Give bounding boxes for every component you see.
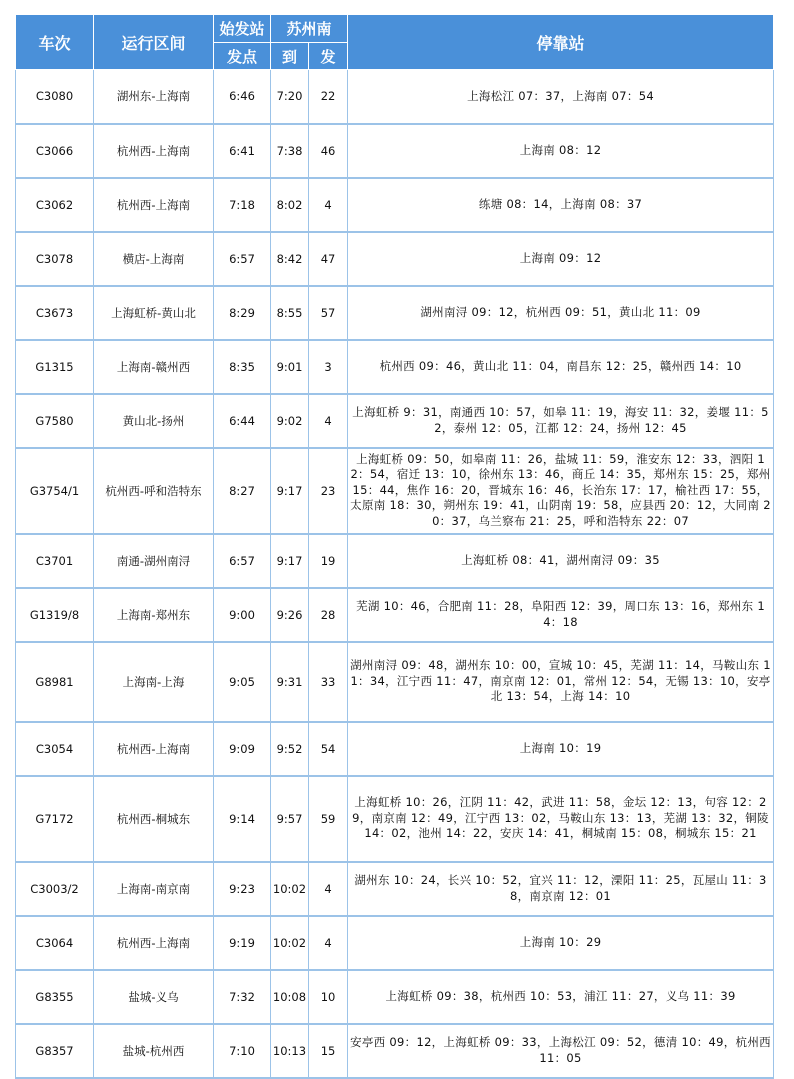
- header-origin-bottom: 发点: [214, 43, 271, 70]
- cell-depart-minute: 47: [309, 232, 348, 286]
- cell-arrive-time: 9:57: [271, 776, 309, 862]
- cell-arrive-time: 7:38: [271, 124, 309, 178]
- cell-arrive-time: 10:13: [271, 1024, 309, 1078]
- cell-depart-minute: 4: [309, 178, 348, 232]
- cell-stops: 杭州西 09：46，黄山北 11：04，南昌东 12：25，赣州西 14：10: [348, 340, 774, 394]
- table-row: [16, 642, 774, 722]
- cell-route: 上海南-郑州东: [94, 588, 214, 642]
- cell-route: 湖州东-上海南: [94, 70, 214, 124]
- table-row: [16, 448, 774, 534]
- cell-origin-time: 8:35: [214, 340, 271, 394]
- cell-stops: 安亭西 09：12，上海虹桥 09：33，上海松江 09：52，德清 10：49，杭州西 11：05: [348, 1024, 774, 1078]
- cell-origin-time: 6:57: [214, 232, 271, 286]
- header-arrive: 到: [271, 43, 309, 70]
- cell-arrive-time: 10:08: [271, 970, 309, 1024]
- cell-stops: 上海虹桥 08：41，湖州南浔 09：35: [348, 534, 774, 588]
- cell-depart-minute: 59: [309, 776, 348, 862]
- cell-origin-time: 6:44: [214, 394, 271, 448]
- cell-train: G8355: [16, 970, 94, 1024]
- cell-stops: 芜湖 10：46，合肥南 11：28，阜阳西 12：39，周口东 13：16，郑州东 14：18: [348, 588, 774, 642]
- cell-origin-time: 6:57: [214, 534, 271, 588]
- table-row: [16, 588, 774, 642]
- cell-train: C3054: [16, 722, 94, 776]
- cell-arrive-time: 10:02: [271, 862, 309, 916]
- cell-train: C3003/2: [16, 862, 94, 916]
- cell-route: 盐城-义乌: [94, 970, 214, 1024]
- cell-arrive-time: 9:17: [271, 534, 309, 588]
- cell-route: 杭州西-上海南: [94, 178, 214, 232]
- cell-train: G3754/1: [16, 448, 94, 534]
- cell-train: C3078: [16, 232, 94, 286]
- cell-train: C3064: [16, 916, 94, 970]
- cell-arrive-time: 7:20: [271, 70, 309, 124]
- cell-train: G1319/8: [16, 588, 94, 642]
- cell-origin-time: 8:27: [214, 448, 271, 534]
- table-row: [16, 534, 774, 588]
- cell-depart-minute: 4: [309, 916, 348, 970]
- cell-stops: 湖州东 10：24，长兴 10：52，宜兴 11：12，溧阳 11：25，瓦屋山 11：38，南京南 12：01: [348, 862, 774, 916]
- cell-train: G1315: [16, 340, 94, 394]
- cell-depart-minute: 4: [309, 862, 348, 916]
- cell-arrive-time: 10:02: [271, 916, 309, 970]
- cell-arrive-time: 9:01: [271, 340, 309, 394]
- cell-stops: 上海松江 07：37，上海南 07：54: [348, 70, 774, 124]
- cell-depart-minute: 19: [309, 534, 348, 588]
- cell-stops: 上海虹桥 10：26，江阴 11：42，武进 11：58，金坛 12：13，句容 12：29，南京南 12：49，江宁西 13：02，马鞍山东 13：13，芜湖 13：32，铜陵 14：02，池州 14：22，安庆 14：41，桐城南 15：08，桐城东 15：21: [348, 776, 774, 862]
- cell-origin-time: 9:00: [214, 588, 271, 642]
- cell-origin-time: 7:18: [214, 178, 271, 232]
- cell-arrive-time: 8:42: [271, 232, 309, 286]
- cell-train: G7580: [16, 394, 94, 448]
- cell-route: 南通-湖州南浔: [94, 534, 214, 588]
- cell-arrive-time: 8:55: [271, 286, 309, 340]
- cell-train: C3080: [16, 70, 94, 124]
- header-train: 车次: [16, 15, 94, 70]
- cell-arrive-time: 9:02: [271, 394, 309, 448]
- cell-origin-time: 6:41: [214, 124, 271, 178]
- header-origin-top: 始发站: [214, 15, 271, 43]
- cell-stops: 上海虹桥 09：38，杭州西 10：53，浦江 11：27，义乌 11：39: [348, 970, 774, 1024]
- cell-origin-time: 9:09: [214, 722, 271, 776]
- cell-route: 上海虹桥-黄山北: [94, 286, 214, 340]
- cell-origin-time: 7:32: [214, 970, 271, 1024]
- cell-route: 杭州西-上海南: [94, 124, 214, 178]
- cell-origin-time: 9:05: [214, 642, 271, 722]
- cell-depart-minute: 23: [309, 448, 348, 534]
- cell-train: G8981: [16, 642, 94, 722]
- cell-origin-time: 9:14: [214, 776, 271, 862]
- cell-arrive-time: 9:52: [271, 722, 309, 776]
- header-stops: 停靠站: [348, 15, 774, 70]
- cell-depart-minute: 46: [309, 124, 348, 178]
- cell-train: C3066: [16, 124, 94, 178]
- cell-origin-time: 6:46: [214, 70, 271, 124]
- cell-route: 杭州西-呼和浩特东: [94, 448, 214, 534]
- train-schedule-table: [15, 14, 774, 1079]
- cell-train: C3062: [16, 178, 94, 232]
- cell-route: 杭州西-桐城东: [94, 776, 214, 862]
- cell-route: 杭州西-上海南: [94, 722, 214, 776]
- table-row: [16, 340, 774, 394]
- cell-train: C3701: [16, 534, 94, 588]
- table-row: [16, 722, 774, 776]
- cell-depart-minute: 22: [309, 70, 348, 124]
- cell-arrive-time: 9:31: [271, 642, 309, 722]
- cell-route: 杭州西-上海南: [94, 916, 214, 970]
- cell-train: G8357: [16, 1024, 94, 1078]
- cell-route: 黄山北-扬州: [94, 394, 214, 448]
- table-row: [16, 970, 774, 1024]
- cell-depart-minute: 10: [309, 970, 348, 1024]
- cell-depart-minute: 4: [309, 394, 348, 448]
- cell-depart-minute: 57: [309, 286, 348, 340]
- cell-train: G7172: [16, 776, 94, 862]
- header-suzhou-south: 苏州南: [271, 15, 348, 43]
- cell-stops: 上海虹桥 09：50，如皋南 11：26，盐城 11：59，淮安东 12：33，泗阳 12：54，宿迁 13：10，徐州东 13：46，商丘 14：35，郑州东 15：25，郑州 15：44，焦作 16：20，晋城东 16：46，长治东 17：17，榆社西 17：55，太原南 18：30，朔州东 19：41，山阴南 19：58，应县西 20：12，大同南 20：37，乌兰察布 21：25，呼和浩特东 22：07: [348, 448, 774, 534]
- cell-arrive-time: 9:26: [271, 588, 309, 642]
- table-row: [16, 862, 774, 916]
- cell-arrive-time: 9:17: [271, 448, 309, 534]
- cell-origin-time: 9:23: [214, 862, 271, 916]
- cell-route: 横店-上海南: [94, 232, 214, 286]
- cell-depart-minute: 33: [309, 642, 348, 722]
- table-row: [16, 394, 774, 448]
- cell-depart-minute: 3: [309, 340, 348, 394]
- table-row: [16, 776, 774, 862]
- cell-stops: 上海南 09：12: [348, 232, 774, 286]
- cell-origin-time: 9:19: [214, 916, 271, 970]
- cell-stops: 上海南 08：12: [348, 124, 774, 178]
- cell-train: C3673: [16, 286, 94, 340]
- cell-stops: 上海南 10：19: [348, 722, 774, 776]
- cell-stops: 练塘 08：14，上海南 08：37: [348, 178, 774, 232]
- cell-stops: 上海南 10：29: [348, 916, 774, 970]
- header-route: 运行区间: [94, 15, 214, 70]
- cell-depart-minute: 15: [309, 1024, 348, 1078]
- table-body: [16, 70, 774, 1078]
- cell-stops: 湖州南浔 09：12，杭州西 09：51，黄山北 11：09: [348, 286, 774, 340]
- cell-route: 上海南-南京南: [94, 862, 214, 916]
- cell-stops: 湖州南浔 09：48，湖州东 10：00，宣城 10：45，芜湖 11：14，马鞍山东 11：34，江宁西 11：47，南京南 12：01，常州 12：54，无锡 13：10，安亭北 13：54，上海 14：10: [348, 642, 774, 722]
- cell-origin-time: 7:10: [214, 1024, 271, 1078]
- table-row: [16, 916, 774, 970]
- table-row: [16, 124, 774, 178]
- cell-route: 上海南-赣州西: [94, 340, 214, 394]
- cell-arrive-time: 8:02: [271, 178, 309, 232]
- cell-depart-minute: 54: [309, 722, 348, 776]
- table-row: [16, 232, 774, 286]
- table-header: [16, 15, 774, 70]
- table-row: [16, 286, 774, 340]
- table-row: [16, 70, 774, 124]
- cell-origin-time: 8:29: [214, 286, 271, 340]
- header-depart: 发: [309, 43, 348, 70]
- cell-depart-minute: 28: [309, 588, 348, 642]
- cell-route: 上海南-上海: [94, 642, 214, 722]
- table-row: [16, 178, 774, 232]
- table-row: [16, 1024, 774, 1078]
- cell-route: 盐城-杭州西: [94, 1024, 214, 1078]
- cell-stops: 上海虹桥 9：31，南通西 10：57，如皋 11：19，海安 11：32，姜堰 11：52，泰州 12：05，江都 12：24，扬州 12：45: [348, 394, 774, 448]
